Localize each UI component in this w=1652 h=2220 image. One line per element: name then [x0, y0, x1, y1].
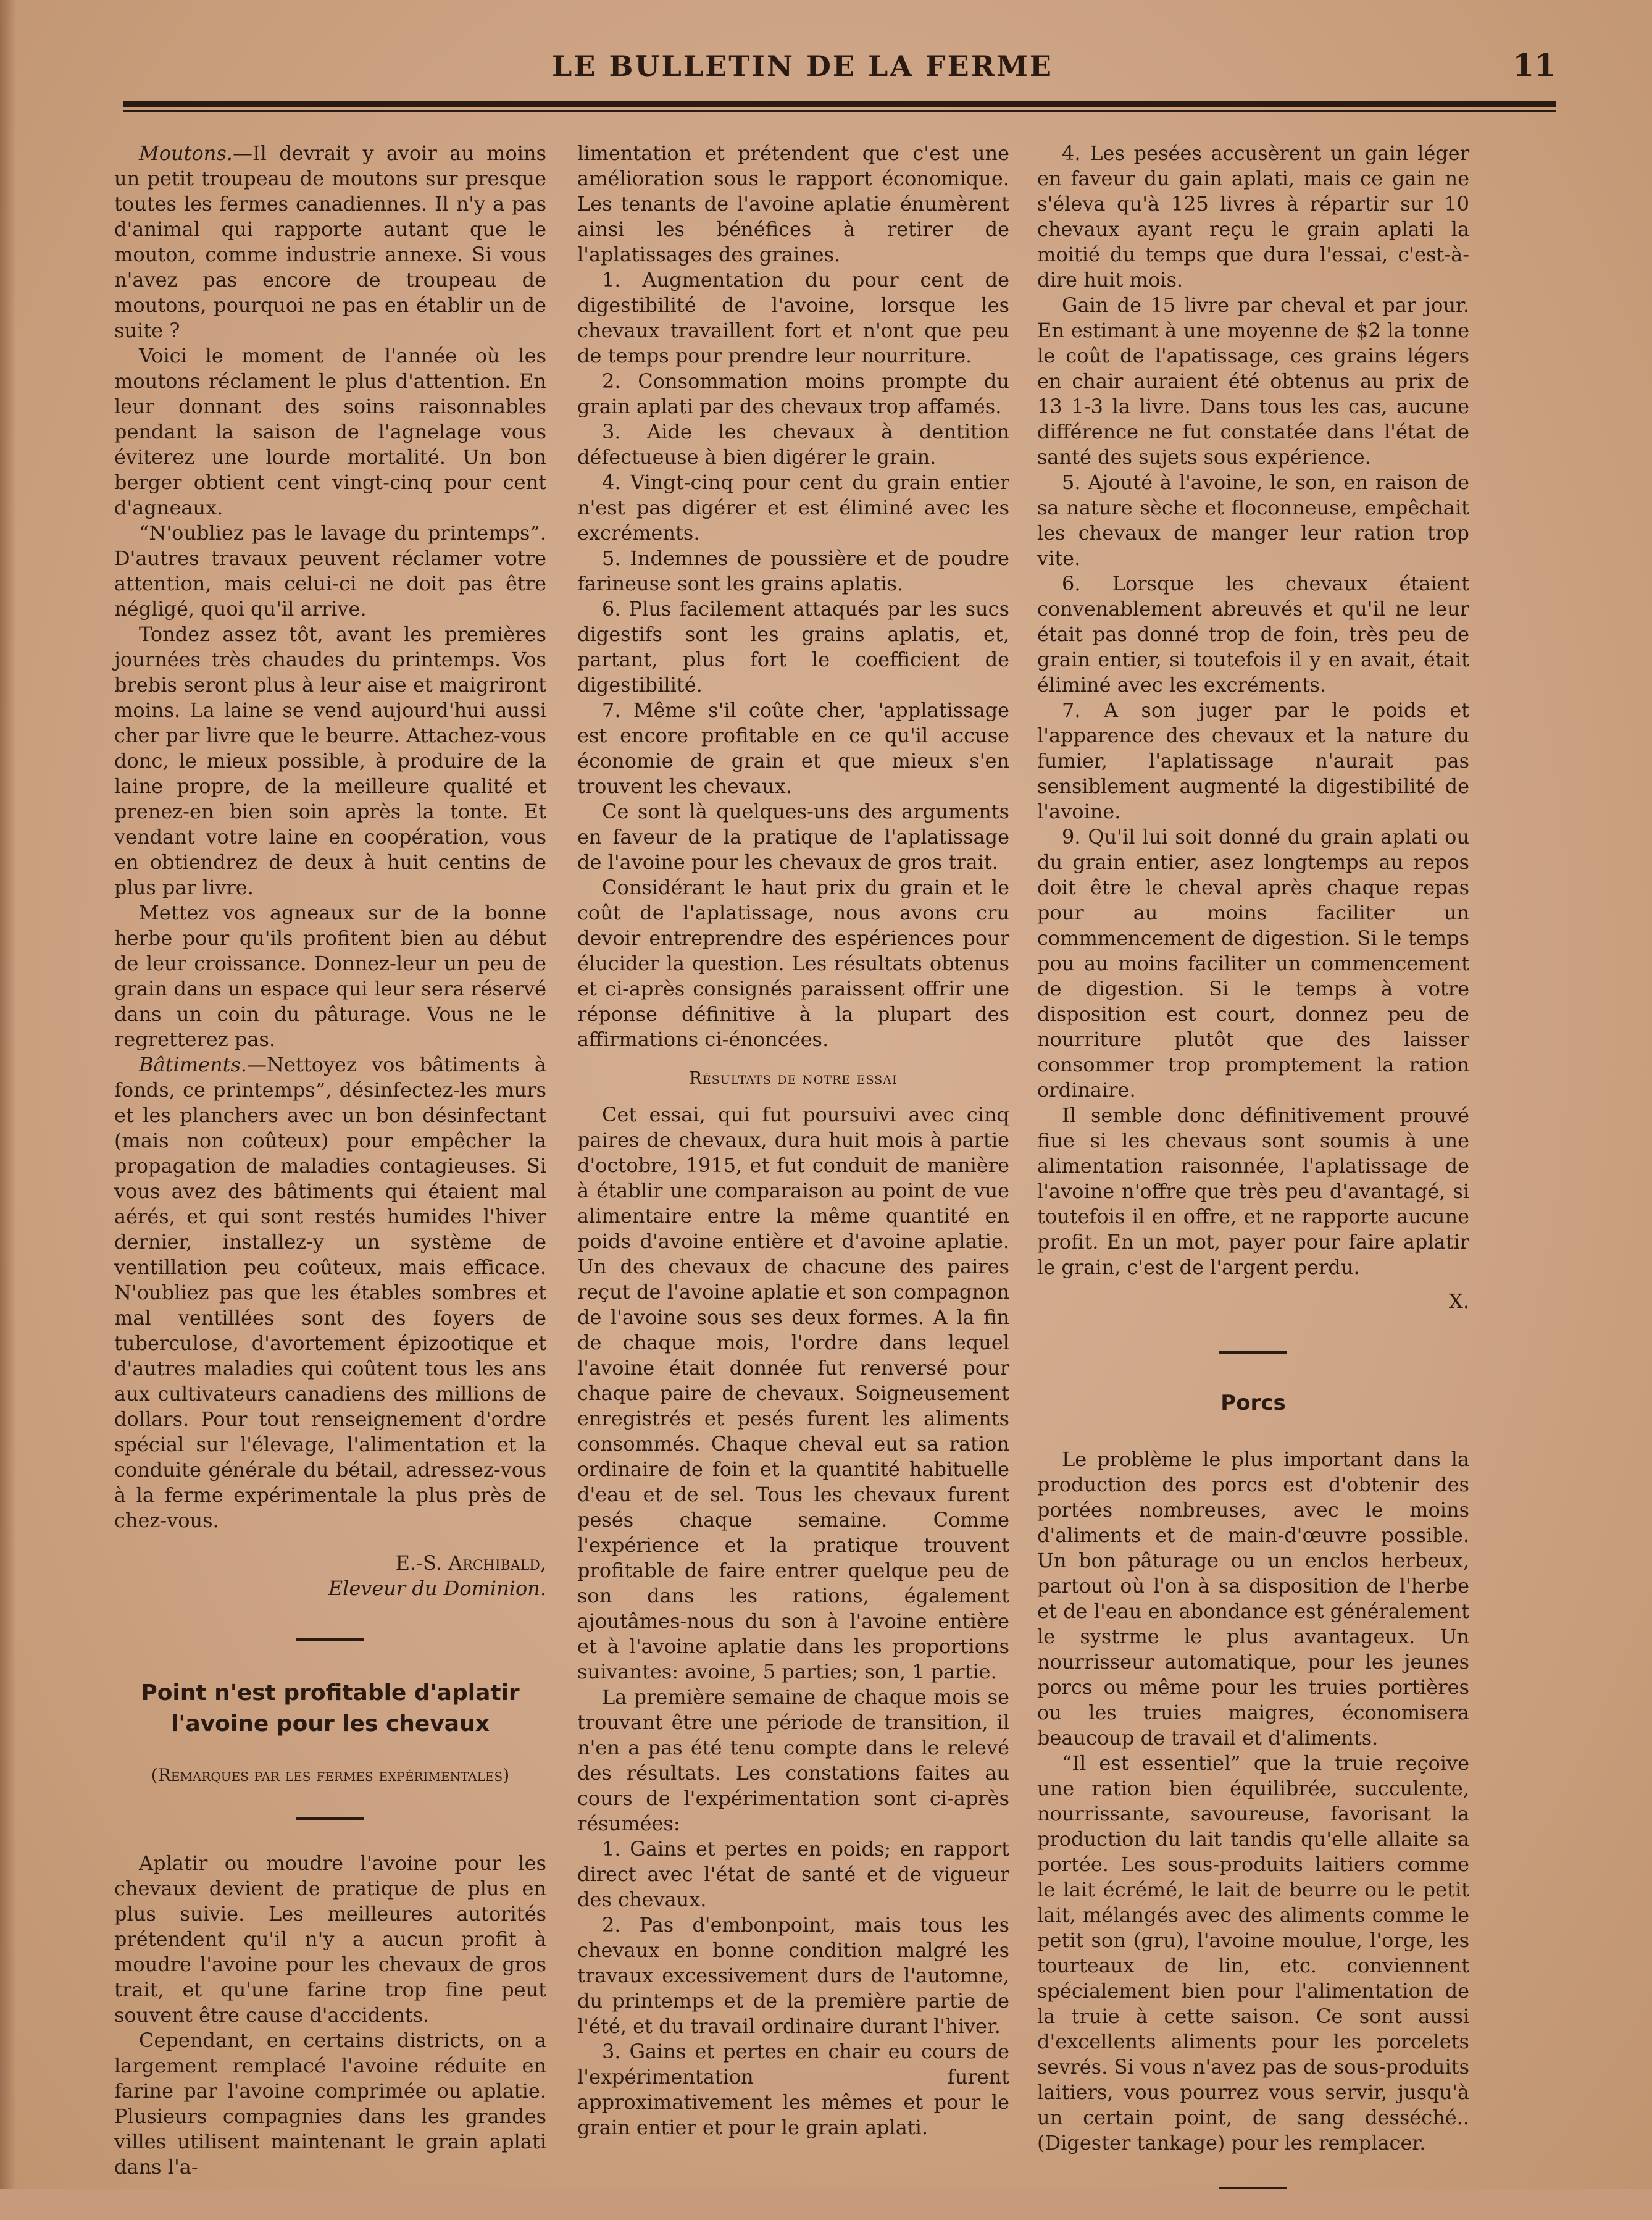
header-rule-thick [123, 101, 1556, 107]
results-heading: Résultats de notre essai [689, 1069, 898, 1088]
paragraph: Cet essai, qui fut poursuivi avec cinq paires de chevaux, dura huit mois à partie d'octobre, 1915, et fut conduit de manière à établir une comparaison au point de vue alimentaire entre la même quantité en poids d'avoine entière et d'avoine aplatie. Un des chevaux de chacune des paires reçut de l'avoine aplatie et son compagnon de l'avoine sous ses deux formes. A la fin de chaque mois, l'ordre dans lequel l'avoine était donnée fut renversé pour chaque paire de chevaux. Soigneusement enregistrés et pesés furent les aliments consommés. Chaque cheval eut sa ration ordinaire de foin et la quantité habituelle d'eau et de sel. Tous les chevaux furent pesés chaque semaine. Comme l'expérience et la pratique trouvent profitable de faire entrer quelque peu de son dans les rations, également ajoutâmes-nous du son à l'avoine entière et à l'avoine aplatie dans les proportions suivantes: avoine, 5 parties; son, 1 partie. [577, 1103, 1009, 1683]
list-item: 1. Gains et pertes en poids; en rapport direct avec l'état de santé et de vigueur des chevaux. [577, 1837, 1009, 1911]
list-item: 4. Vingt-cinq pour cent du grain entier n'est pas digérer et est éliminé avec les excréments. [577, 471, 1009, 545]
signature-name: E.-S. Archibald, [395, 1551, 546, 1575]
section-divider [296, 1817, 364, 1820]
moutons-lead: Moutons. [139, 141, 233, 165]
paragraph: Le problème le plus important dans la production des porcs est d'obtenir des portées nombreuses, avec le moins d'aliments et de main-d'œuvre possible. Un bon pâturage ou un enclos herbeux, partout où l'on à sa disposition de l'herbe et de l'eau en abondance est généralement le systrme le plus avantageux. Un nourrisseur automatique, pour les jeunes porcs ou même pour les truies portières ou les truies maigres, économisera beaucoup de travail et d'aliments. [1037, 1447, 1469, 1749]
page-number: 11 [1512, 47, 1556, 83]
header-rule-thin [123, 110, 1556, 112]
list-item: 3. Aide les chevaux à dentition défectueuse à bien digérer le grain. [577, 420, 1009, 469]
list-item: 5. Ajouté à l'avoine, le son, en raison de sa nature sèche et floconneuse, empêchait les chevaux de manger leur ration trop vite. [1037, 471, 1469, 570]
article-title: Point n'est profitable d'aplatir l'avoine pour les chevaux [141, 1680, 520, 1736]
signature-role: Eleveur du Dominion. [328, 1577, 546, 1600]
moutons-text: —Il devrait y avoir au moins un petit troupeau de moutons sur presque toutes les fermes canadiennes. Il n'y a pas d'animal qui rapporte autant que le mouton, comme industrie annexe. Si vous n'avez pas encore de troupeau de moutons, pourquoi ne pas en établir un de suite ? [114, 141, 546, 342]
paragraph: “N'oubliez pas le lavage du printemps”. D'autres travaux peuvent réclamer votre attention, mais celui-ci ne doit pas être négligé, quoi qu'il arrive. [114, 521, 546, 621]
article-subtitle: (Remarques par les fermes expérimentales) [151, 1765, 510, 1785]
paragraph: Considérant le haut prix du grain et le coût de l'aplatissage, nous avons cru devoir entreprendre des espériences pour élucider la question. Les résultats obtenus et ci-après consignés paraissent offrir une réponse définitive à la plupart des affirmations ci-énoncées. [577, 876, 1009, 1051]
list-item: 2. Pas d'embonpoint, mais tous les chevaux en bonne condition malgré les travaux excessivement durs de l'automne, du printemps et de la première partie de l'été, et du travail ordinaire durant l'hiver. [577, 1913, 1009, 2038]
section-divider [296, 1638, 364, 1641]
column-1 [114, 141, 546, 2180]
paragraph: Voici le moment de l'année où les moutons réclament le plus d'attention. En leur donnant des soins raisonnables pendant la saison de l'agnelage vous éviterez une lourde mortalité. Un bon berger obtient cent vingt-cinq pour cent d'agneaux. [114, 344, 546, 519]
list-item: 1. Augmentation du pour cent de digestibilité de l'avoine, lorsque les chevaux travaillent fort et n'ont que peu de temps pour prendre leur nourriture. [577, 268, 1009, 367]
list-item: 2. Consommation moins prompte du grain aplati par des chevaux trop affamés. [577, 369, 1009, 418]
list-item: 5. Indemnes de poussière et de poudre farineuse sont les grains aplatis. [577, 547, 1009, 595]
paragraph-moutons [114, 141, 546, 343]
paragraph: Il semble donc définitivement prouvé fiue si les chevaus sont soumis à une alimentation raisonnée, l'aplatissage de l'avoine n'offre que très peu d'avantagé, si toutefois il en offre, et ne rapporte aucune profit. En un mot, payer pour faire aplatir le grain, c'est de l'argent perdu. [1037, 1104, 1469, 1279]
paragraph: Ce sont là quelques-uns des arguments en faveur de la pratique de l'aplatissage de l'avoine pour les chevaux de gros trait. [577, 800, 1009, 874]
list-item: 3. Gains et pertes en chair eu cours de l'expérimentation furent approximativement les mêmes et pour le grain entier et pour le grain aplati. [577, 2040, 1009, 2139]
page-header [123, 43, 1556, 111]
list-item: 4. Les pesées accusèrent un gain léger en faveur du gain aplati, mais ce gain ne s'éleva qu'à 125 livres à répartir sur 10 chevaux ayant reçu le grain aplati la moitié du temps que dura l'essai, c'est-à-dire huit mois. [1037, 141, 1469, 291]
list-item: 7. A son juger par le poids et l'apparence des chevaux et la nature du fumier, l'aplatissage n'aurait pas sensiblement augmenté la digestibilité de l'avoine. [1037, 698, 1469, 823]
paragraph: Mettez vos agneaux sur de la bonne herbe pour qu'ils profitent bien au début de leur croissance. Donnez-leur un peu de grain dans un espace qui leur sera réservé dans un coin du pâturage. Vous ne le regretterez pas. [114, 901, 546, 1051]
batiments-text: —Nettoyez vos bâtiments à fonds, ce printemps”, désinfectez-les murs et les planchers avec un bon désinfectant (mais non coûteux) pour empêcher la propagation de maladies contagieuses. Si vous avez des bâtiments qui étaient mal aérés, et qui sont restés humides l'hiver dernier, installez-y un système de ventillation peu coûteux, mais efficace. N'oubliez pas que les étables sombres et mal ventillées sont des foyers de tuberculose, d'avortement épizootique et d'autres maladies qui coûtent tous les ans aux cultivateurs canadiens des millions de dollars. Pour tout renseignement d'ordre spécial sur l'élevage, l'alimentation et la conduite générale du bétail, adressez-vous à la ferme expérimentale la plus près de chez-vous. [114, 1053, 546, 1532]
paragraph: Tondez assez tôt, avant les premières journées très chaudes du printemps. Vos brebis seront plus à leur aise et maigriront moins. La laine se vend aujourd'hui aussi cher par livre que le beurre. Attachez-vous donc, le mieux possible, à produire de la laine propre, de la meilleure qualité et prenez-en bien soin après la tonte. Et vendant votre laine en coopération, vous en obtiendrez de deux à huit centins de plus par livre. [114, 622, 546, 899]
paragraph: “Il est essentiel” que la truie reçoive une ration bien équilibrée, succulente, nourrissante, savoureuse, favorisant la production du lait tandis qu'elle allaite sa portée. Les sous-produits laitiers comme le lait écrémé, le lait de beurre ou le petit lait, mélangés avec des aliments comme le petit son (gru), l'avoine moulue, l'orge, les tourteaux de lin, etc. conviennent spécialement bien pour l'alimentation de la truie à cette saison. Ce sont aussi d'excellents aliments pour les porcelets sevrés. Si vous n'avez pas de sous-produits laitiers, vous pourrez vous servir, jusqu'à un certain point, de sang desséché.. (Digester tankage) pour les remplacer. [1037, 1751, 1469, 2155]
section-divider [1219, 1351, 1287, 1354]
paragraph-batiments [114, 1052, 546, 1533]
list-item: 9. Qu'il lui soit donné du grain aplati ou du grain entier, asez longtemps au repos doit être le cheval après chaque repas pour au moins faciliter un commmencement de digestion. Si le temps pou au moins faciliter un commencement de digestion. Si le temps à votre disposition est court, donnez peu de nourriture plutôt que des laisser consommer trop promptement la ration ordinaire. [1037, 825, 1469, 1102]
paragraph: La première semaine de chaque mois se trouvant être une période de transition, il n'en a pas été tenu compte dans le relevé des résultats. Les constations faites au cours de l'expérimentation sont ci-après résumées: [577, 1685, 1009, 1835]
signature-block [114, 1551, 546, 1601]
signature-x: X. [1449, 1289, 1469, 1313]
paragraph: Aplatir ou moudre l'avoine pour les chevaux devient de pratique de plus en plus suivie. Les meilleures autorités prétendent qu'il n'y a aucun profit à moudre l'avoine pour les chevaux de gros trait, et qu'une farine trop fine peut souvent être cause d'accidents. [114, 1851, 546, 2027]
masthead-title: LE BULLETIN DE LA FERME [552, 49, 1053, 83]
list-item: 6. Lorsque les chevaux étaient convenablement abreuvés et qu'il ne leur était pas donné trop de foin, très peu de grain entier, si toutefois il y en avait, était éliminé avec les excréments. [1037, 572, 1469, 697]
paragraph: limentation et prétendent que c'est une amélioration sous le rapport économique. Les tenants de l'avoine aplatie énumèrent ainsi les bénéfices à retirer de l'aplatissages des graines. [577, 141, 1009, 266]
batiments-lead: Bâtiments. [139, 1053, 248, 1076]
section-divider [1219, 2187, 1287, 2189]
list-item: 6. Plus facilement attaqués par les sucs digestifs sont les grains aplatis, et, partant, plus fort le coefficient de digestibilité. [577, 597, 1009, 697]
column-2 [577, 141, 1009, 2140]
list-item: 7. Même s'il coûte cher, 'applatissage est encore profitable en ce qu'il accuse économie de grain et que mieux s'en trouvent les chevaux. [577, 698, 1009, 798]
porcs-title: Porcs [1220, 1391, 1286, 1415]
paragraph: Gain de 15 livre par cheval et par jour. En estimant à une moyenne de $2 la tonne le coût de l'apatissage, ces grains légers en chair auraient été obtenus au prix de 13 1-3 la livre. Dans tous les cas, aucune différence ne fut constatée dans l'état de santé des sujets sous expérience. [1037, 293, 1469, 469]
column-3 [1037, 141, 1469, 2220]
paragraph: Cependant, en certains districts, on a largement remplacé l'avoine réduite en farine par l'avoine comprimée ou aplatie. Plusieurs compagnies dans les grandes villes utilisent maintenant le grain aplati dans l'a- [114, 2029, 546, 2179]
